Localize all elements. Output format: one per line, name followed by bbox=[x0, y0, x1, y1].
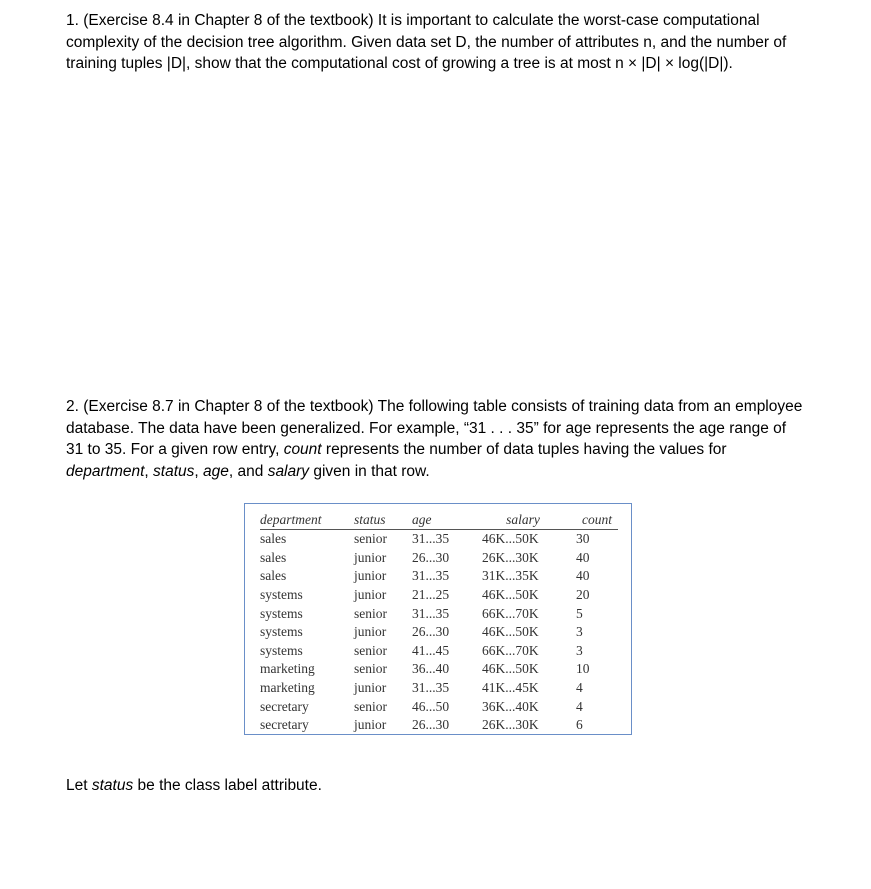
cell-count: 6 bbox=[576, 717, 583, 733]
cell-department: systems bbox=[260, 587, 303, 603]
cell-status: senior bbox=[354, 531, 387, 547]
cell-salary: 26K...30K bbox=[482, 717, 539, 733]
table-row bbox=[260, 679, 618, 698]
cell-count: 4 bbox=[576, 680, 583, 696]
question-2-text bbox=[66, 396, 806, 482]
cell-salary: 41K...45K bbox=[482, 680, 539, 696]
cell-department: marketing bbox=[260, 680, 315, 696]
q2-end: given in that row. bbox=[309, 462, 430, 480]
table-row bbox=[260, 567, 618, 586]
question-1-text: 1. (Exercise 8.4 in Chapter 8 of the textbook) It is important to calculate the worst-case computational complexity of the decision tree algorithm. Given data set D, the number of attributes n, and the number of training tuples |D|, show that the computational cost of growing a tree is at most n × |D| × log(|D|). bbox=[66, 12, 787, 72]
table-header-row bbox=[260, 511, 618, 530]
cell-age: 41...45 bbox=[412, 642, 450, 658]
table-row bbox=[260, 549, 618, 568]
q2-intro: 2. (Exercise 8.7 in Chapter 8 of the textbook) The following table consists of training data from an employee database. The data have been generalized. For example, “31 . . . 35” for age represents the age range of 31 to 35. For a given row entry, bbox=[66, 398, 803, 458]
cell-count: 40 bbox=[576, 549, 590, 565]
cell-status: junior bbox=[354, 549, 387, 565]
cell-age: 31...35 bbox=[412, 531, 450, 547]
q2-sep3: , and bbox=[228, 462, 268, 480]
cell-salary: 66K...70K bbox=[482, 642, 539, 658]
cell-department: secretary bbox=[260, 717, 309, 733]
cell-department: sales bbox=[260, 531, 287, 547]
cell-department: sales bbox=[260, 549, 287, 565]
table-row bbox=[260, 604, 618, 623]
table-row bbox=[260, 716, 618, 735]
cell-status: senior bbox=[354, 661, 387, 677]
cell-salary: 46K...50K bbox=[482, 661, 539, 677]
cell-age: 26...30 bbox=[412, 717, 450, 733]
q2-department-term: department bbox=[66, 462, 145, 480]
cell-status: junior bbox=[354, 717, 387, 733]
cell-age: 26...30 bbox=[412, 549, 450, 565]
cell-status: senior bbox=[354, 642, 387, 658]
cell-status: junior bbox=[354, 587, 387, 603]
cell-department: secretary bbox=[260, 698, 309, 714]
cell-status: junior bbox=[354, 624, 387, 640]
cell-department: sales bbox=[260, 568, 287, 584]
cell-count: 10 bbox=[576, 661, 590, 677]
cell-age: 26...30 bbox=[412, 624, 450, 640]
cell-salary: 36K...40K bbox=[482, 698, 539, 714]
header-salary: salary bbox=[482, 511, 570, 530]
q2-sep2: , bbox=[194, 462, 204, 480]
cell-status: junior bbox=[354, 680, 387, 696]
table-row bbox=[260, 660, 618, 679]
cell-salary: 46K...50K bbox=[482, 531, 539, 547]
header-age: age bbox=[412, 511, 482, 530]
header-department: department bbox=[260, 511, 354, 530]
cell-age: 21...25 bbox=[412, 587, 450, 603]
cell-count: 3 bbox=[576, 642, 583, 658]
q2-salary-term: salary bbox=[267, 462, 310, 480]
cell-status: senior bbox=[354, 605, 387, 621]
training-data-table-frame bbox=[244, 503, 632, 735]
cell-count: 20 bbox=[576, 587, 590, 603]
cell-salary: 66K...70K bbox=[482, 605, 539, 621]
q2-sep1: , bbox=[144, 462, 154, 480]
cell-count: 30 bbox=[576, 531, 590, 547]
cell-age: 36...40 bbox=[412, 661, 450, 677]
q3-prefix: Let bbox=[66, 776, 92, 794]
q2-status-term: status bbox=[153, 462, 195, 480]
cell-department: systems bbox=[260, 605, 303, 621]
table-row bbox=[260, 586, 618, 605]
q2-count-term: count bbox=[283, 441, 322, 458]
training-data-table bbox=[260, 511, 618, 735]
table-body bbox=[260, 530, 618, 735]
header-status: status bbox=[354, 511, 412, 530]
cell-count: 40 bbox=[576, 568, 590, 584]
cell-salary: 26K...30K bbox=[482, 549, 539, 565]
cell-salary: 46K...50K bbox=[482, 624, 539, 640]
cell-age: 31...35 bbox=[412, 568, 450, 584]
cell-salary: 31K...35K bbox=[482, 568, 539, 584]
cell-count: 3 bbox=[576, 624, 583, 640]
q3-status-term: status bbox=[91, 776, 134, 794]
q2-middle: represents the number of data tuples having the values for bbox=[321, 441, 727, 458]
header-count: count bbox=[570, 511, 618, 530]
table-row bbox=[260, 642, 618, 661]
cell-count: 5 bbox=[576, 605, 583, 621]
cell-department: systems bbox=[260, 624, 303, 640]
cell-salary: 46K...50K bbox=[482, 587, 539, 603]
table-row bbox=[260, 530, 618, 549]
q2-age-term: age bbox=[203, 462, 229, 480]
cell-age: 31...35 bbox=[412, 680, 450, 696]
cell-status: junior bbox=[354, 568, 387, 584]
question-3-text bbox=[66, 775, 322, 797]
cell-age: 46...50 bbox=[412, 698, 450, 714]
table-row bbox=[260, 697, 618, 716]
table-row bbox=[260, 623, 618, 642]
cell-count: 4 bbox=[576, 698, 583, 714]
cell-department: systems bbox=[260, 642, 303, 658]
cell-department: marketing bbox=[260, 661, 315, 677]
cell-age: 31...35 bbox=[412, 605, 450, 621]
q3-suffix: be the class label attribute. bbox=[133, 776, 322, 794]
cell-status: senior bbox=[354, 698, 387, 714]
